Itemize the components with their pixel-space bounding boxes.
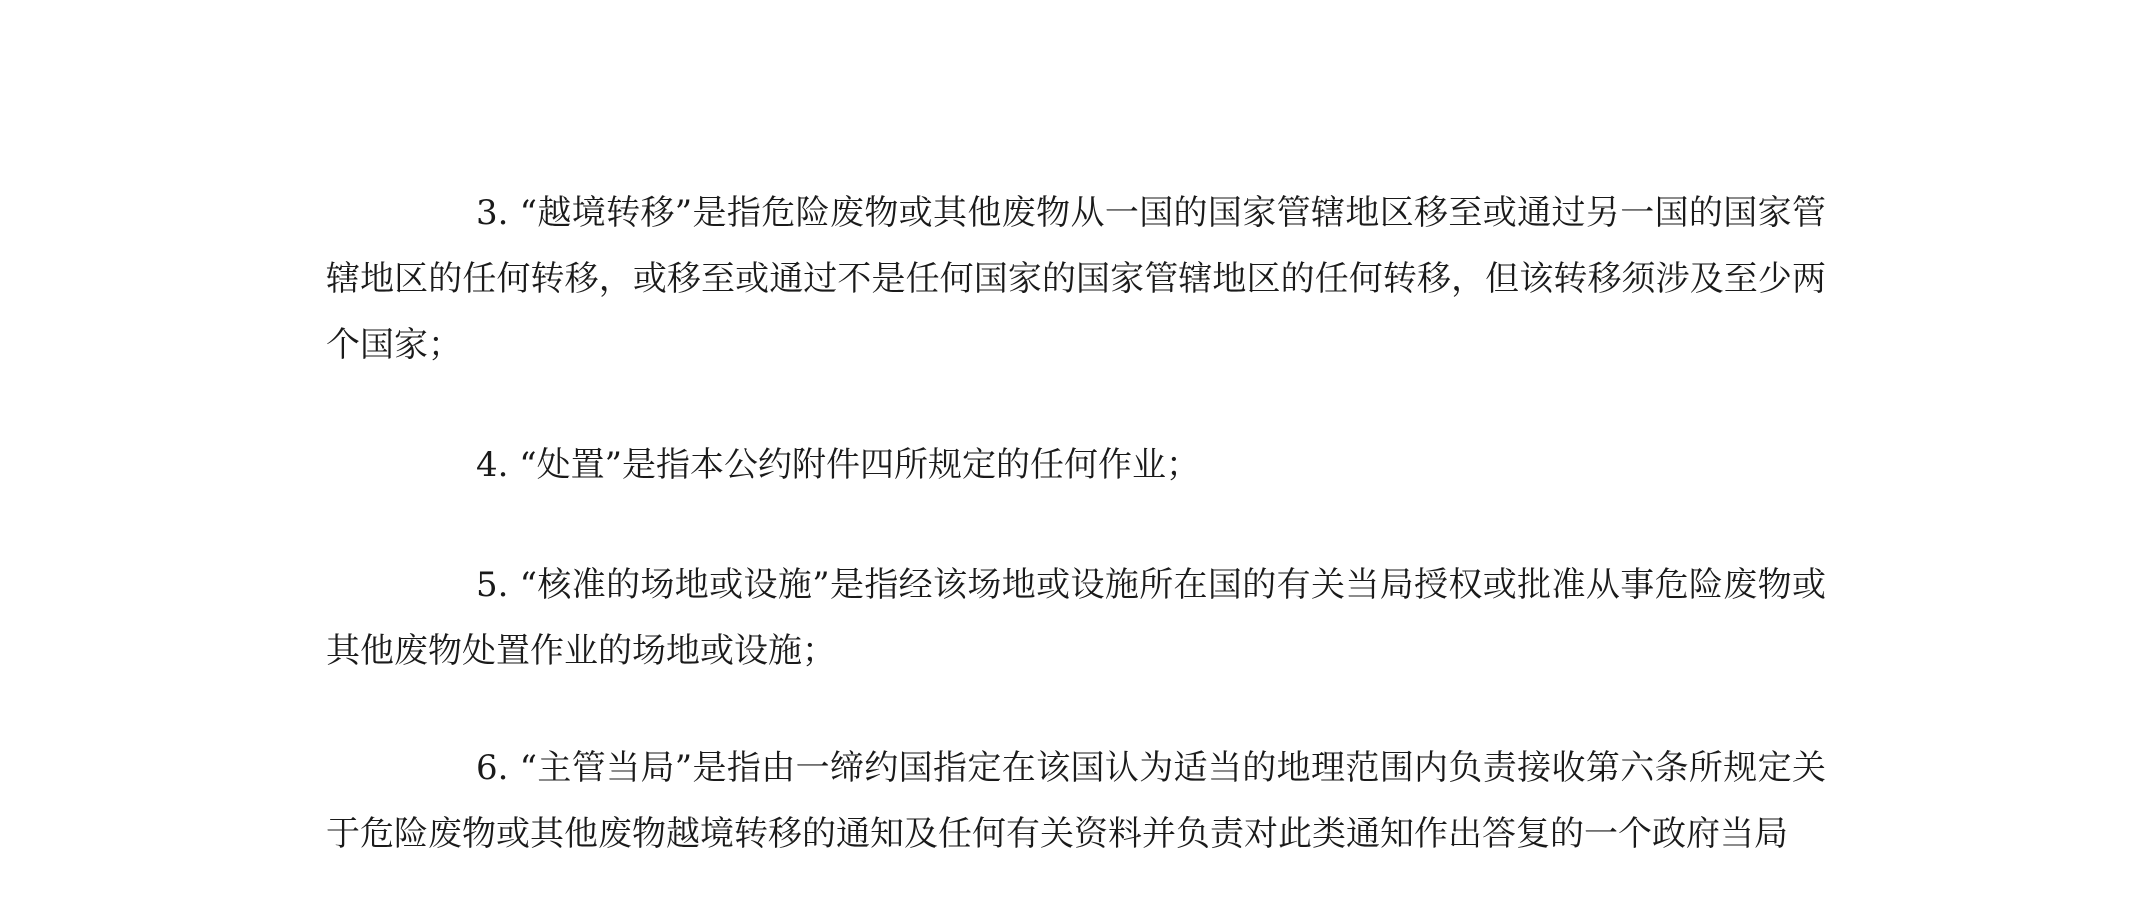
paragraph-number: 4. — [476, 445, 509, 485]
paragraph-4 — [326, 432, 1826, 498]
paragraph-text: “处置”是指本公约附件四所规定的任何作业； — [519, 445, 1201, 485]
paragraph-3 — [326, 180, 1826, 378]
paragraph-number: 5. — [476, 565, 509, 605]
paragraph-text: “核准的场地或设施”是指经该场地或设施所在国的有关当局授权或批准从事危险废物或其他废物处置作业的场地或设施； — [326, 565, 1826, 671]
paragraph-6 — [326, 735, 1826, 867]
paragraph-number: 6. — [476, 748, 509, 788]
paragraph-text: “主管当局”是指由一缔约国指定在该国认为适当的地理范围内负责接收第六条所规定关于危险废物或其他废物越境转移的通知及任何有关资料并负责对此类通知作出答复的一个政府当局 — [326, 748, 1826, 854]
paragraph-5 — [326, 552, 1826, 684]
paragraph-text: “越境转移”是指危险废物或其他废物从一国的国家管辖地区移至或通过另一国的国家管辖地区的任何转移，或移至或通过不是任何国家的国家管辖地区的任何转移，但该转移须涉及至少两个国家； — [326, 193, 1826, 365]
paragraph-number: 3. — [476, 193, 509, 233]
